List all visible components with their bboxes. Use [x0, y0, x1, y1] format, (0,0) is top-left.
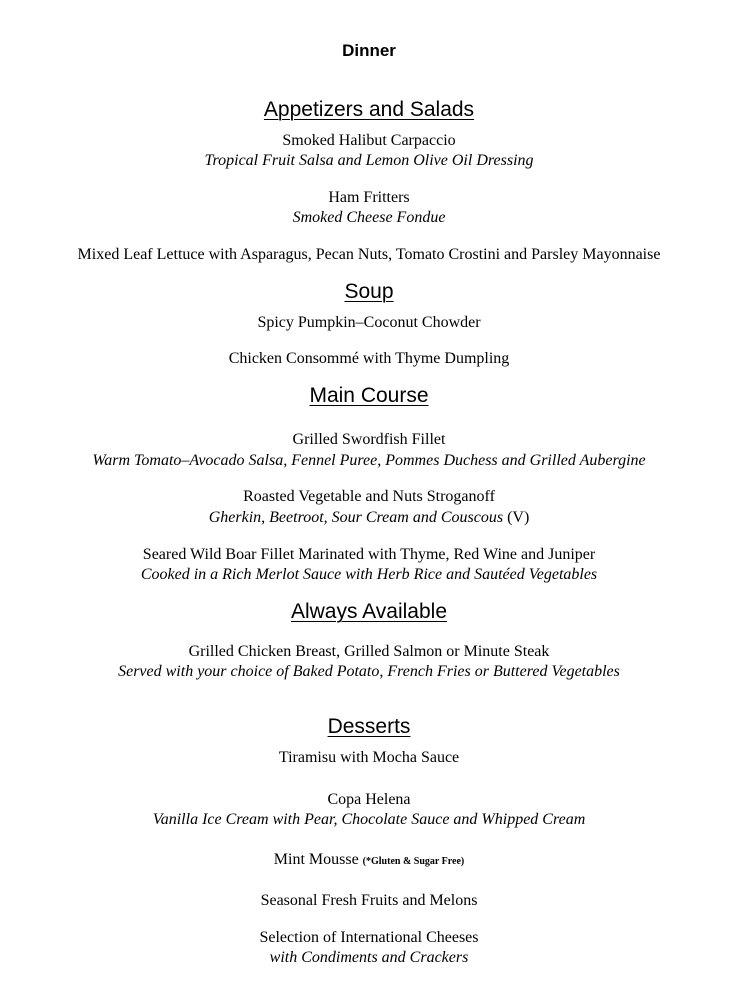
dessert-item-4: Seasonal Fresh Fruits and Melons — [260, 892, 478, 909]
appetizer-item-3: Mixed Leaf Lettuce with Asparagus, Pecan Nuts, Tomato Crostini and Parsley Mayonnaise — [77, 246, 661, 263]
main-course-item-2-description: Gherkin, Beetroot, Sour Cream and Couscous — [208, 509, 504, 526]
dessert-item-3-row — [0, 851, 738, 869]
always-available-item-1: Grilled Chicken Breast, Grilled Salmon or Minute Steak — [188, 643, 550, 660]
main-course-item-2-detail — [0, 509, 738, 527]
always-available-item-1-description: Served with your choice of Baked Potato, French Fries or Buttered Vegetables — [118, 663, 620, 680]
appetizer-item-1-description: Tropical Fruit Salsa and Lemon Olive Oil Dressing — [204, 152, 534, 169]
page-title: Dinner — [342, 41, 396, 60]
dessert-item-5: Selection of International Cheeses — [259, 929, 479, 946]
main-course-item-1-description: Warm Tomato–Avocado Salsa, Fennel Puree, Pommes Duchess and Grilled Aubergine — [92, 452, 646, 469]
appetizers-heading: Appetizers and Salads — [263, 98, 475, 121]
soup-item-1: Spicy Pumpkin–Coconut Chowder — [257, 314, 481, 331]
soup-heading: Soup — [344, 280, 394, 303]
gluten-sugar-free-note: (*Gluten & Sugar Free) — [362, 856, 465, 867]
vegetarian-tag: (V) — [507, 509, 530, 526]
main-course-item-3: Seared Wild Boar Fillet Marinated with Thyme, Red Wine and Juniper — [142, 546, 596, 563]
appetizer-item-1: Smoked Halibut Carpaccio — [282, 132, 456, 149]
desserts-heading: Desserts — [327, 715, 411, 738]
dessert-item-5-description: with Condiments and Crackers — [269, 949, 469, 966]
appetizer-item-2-description: Smoked Cheese Fondue — [292, 209, 446, 226]
dessert-item-1: Tiramisu with Mocha Sauce — [278, 749, 460, 766]
main-course-item-3-description: Cooked in a Rich Merlot Sauce with Herb Rice and Sautéed Vegetables — [140, 566, 598, 583]
main-course-item-1: Grilled Swordfish Fillet — [292, 431, 446, 448]
dessert-item-2-description: Vanilla Ice Cream with Pear, Chocolate Sauce and Whipped Cream — [152, 811, 586, 828]
main-course-item-2: Roasted Vegetable and Nuts Stroganoff — [243, 488, 495, 505]
soup-item-2: Chicken Consommé with Thyme Dumpling — [228, 350, 510, 367]
always-available-heading: Always Available — [290, 600, 448, 623]
dessert-item-2: Copa Helena — [327, 791, 411, 808]
dessert-item-3: Mint Mousse — [273, 851, 359, 868]
appetizer-item-2: Ham Fritters — [328, 189, 410, 206]
main-course-heading: Main Course — [309, 384, 429, 407]
